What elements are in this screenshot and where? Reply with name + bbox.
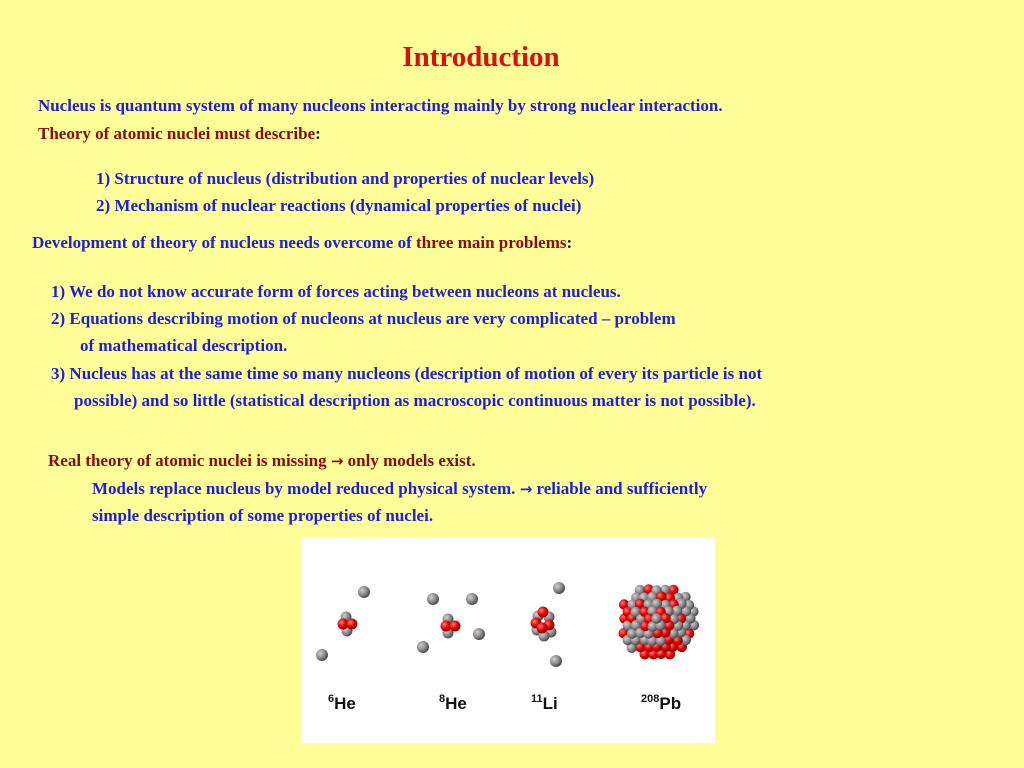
proton <box>537 623 548 634</box>
problem-2-cont: of mathematical description. <box>80 336 288 355</box>
nucleus-label-pb208: $^{208}$Pb <box>641 693 682 713</box>
conclusion-line-2 <box>92 479 707 499</box>
describe-item-1: 1) Structure of nucleus (distribution and properties of nuclear levels) <box>96 169 595 188</box>
nucleus-pb208-model <box>619 584 700 659</box>
development-suffix: : <box>566 233 573 252</box>
nucleus-he6-model <box>316 586 370 661</box>
describe-item-2: 2) Mechanism of nuclear reactions (dynamical properties of nuclei) <box>96 196 582 215</box>
problem-1: 1) We do not know accurate form of forces acting between nucleons at nucleus. <box>51 282 621 301</box>
nucleus-he8-model <box>417 593 485 653</box>
neutron <box>316 649 328 661</box>
conclusion-line-1 <box>48 451 476 471</box>
conclusion-line-2-text: Models replace nucleus by model reduced physical system. <box>92 479 516 498</box>
problem-3-cont: possible) and so little (statistical description as macroscopic continuous matter is not possible). <box>74 391 756 410</box>
proton <box>347 619 358 630</box>
conclusion-line-2-rest: reliable and sufficiently <box>532 479 708 498</box>
right-arrow-icon: → <box>330 452 344 470</box>
slide-title: Introduction <box>402 41 560 73</box>
problem-2: 2) Equations describing motion of nucleons at nucleus are very complicated – problem <box>51 309 676 328</box>
nucleus-label-li11: $^{11}$Li <box>531 693 558 713</box>
neutron <box>466 593 478 605</box>
intro-line-2-text: Theory of atomic nuclei must describe <box>38 124 316 143</box>
nucleus-li11-model <box>531 582 566 667</box>
neutron <box>473 628 485 640</box>
development-prefix: Development of theory of nucleus needs overcome of <box>32 233 417 252</box>
neutron <box>651 613 661 623</box>
development-line <box>32 233 572 253</box>
neutron <box>417 641 429 653</box>
neutron <box>553 582 565 594</box>
development-highlight: three main problems <box>416 233 567 252</box>
intro-line-1: Nucleus is quantum system of many nucleons interacting mainly by strong nuclear interaction. <box>38 96 723 115</box>
conclusion-line-3: simple description of some properties of nuclei. <box>92 506 434 525</box>
neutron <box>358 586 370 598</box>
conclusion-line-1-text: Real theory of atomic nuclei is missing <box>48 451 327 470</box>
neutron <box>427 593 439 605</box>
intro-line-2 <box>38 124 321 144</box>
neutron <box>550 655 562 667</box>
proton <box>538 607 549 618</box>
right-arrow-icon: → <box>519 480 533 498</box>
nucleus-label-he8: $^8$He <box>439 693 467 713</box>
nuclei-figure <box>302 537 715 743</box>
proton <box>450 621 461 632</box>
conclusion-line-1-rest: only models exist. <box>343 451 476 470</box>
problem-3: 3) Nucleus has at the same time so many nucleons (description of motion of every its particle is not <box>51 364 763 383</box>
intro-line-2-colon: : <box>315 124 321 143</box>
nucleus-label-he6: $^6$He <box>328 693 356 713</box>
nuclei-illustration <box>302 537 715 743</box>
